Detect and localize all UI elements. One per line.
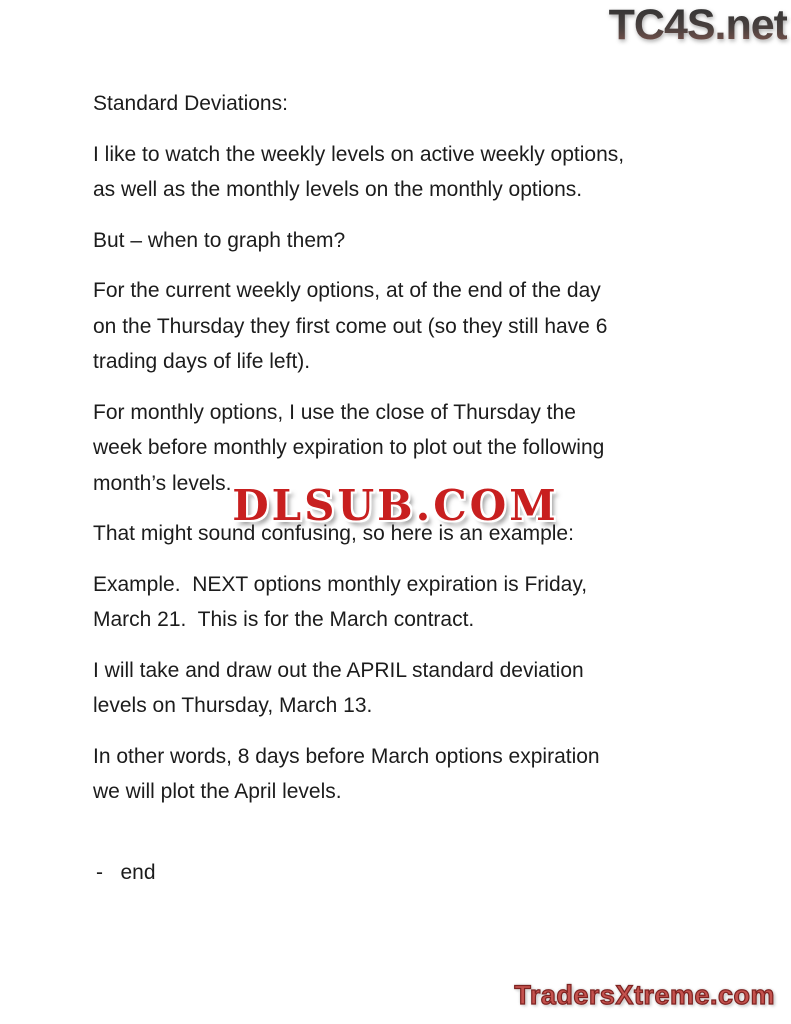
text-line: In other words, 8 days before March options expiration bbox=[93, 744, 600, 768]
text-line: That might sound confusing, so here is an example: bbox=[93, 522, 574, 545]
text-line: I like to watch the weekly levels on active weekly options, bbox=[93, 142, 625, 166]
text-line: on the Thursday they first come out (so they still have 6 bbox=[93, 314, 608, 338]
paragraph bbox=[93, 653, 743, 724]
text-line: trading days of life left). bbox=[93, 350, 311, 373]
dlsub-watermark: DLSUB.COM bbox=[232, 481, 559, 530]
text-line: month’s levels. bbox=[93, 471, 232, 495]
paragraph bbox=[93, 86, 743, 122]
text-line: I will take and draw out the APRIL standard deviation bbox=[93, 658, 584, 682]
paragraph bbox=[93, 567, 743, 638]
text-line: as well as the monthly levels on the monthly options. bbox=[93, 178, 583, 201]
text-line: For the current weekly options, at of the end of the day bbox=[93, 279, 601, 302]
paragraph bbox=[93, 739, 743, 810]
tradersxtreme-site-logo: TradersXtreme.com bbox=[514, 980, 775, 1010]
text-line: levels on Thursday, March 13. bbox=[93, 694, 373, 717]
text-line: Standard Deviations: bbox=[93, 92, 288, 115]
tc4s-site-logo: TC4S.net bbox=[608, 1, 787, 49]
text-line: March 21. This is for the March contract. bbox=[93, 608, 475, 631]
end-marker-text: - end bbox=[96, 860, 156, 884]
text-line: But – when to graph them? bbox=[93, 228, 346, 252]
text-line: we will plot the April levels. bbox=[93, 780, 342, 803]
text-line: Example. NEXT options monthly expiration is Friday, bbox=[93, 572, 588, 596]
paragraph-end bbox=[93, 855, 743, 891]
text-line: week before monthly expiration to plot out the following bbox=[93, 436, 605, 459]
paragraph bbox=[93, 223, 743, 259]
text-line: For monthly options, I use the close of Thursday the bbox=[93, 400, 576, 424]
paragraph bbox=[93, 137, 743, 208]
paragraph bbox=[93, 273, 743, 380]
